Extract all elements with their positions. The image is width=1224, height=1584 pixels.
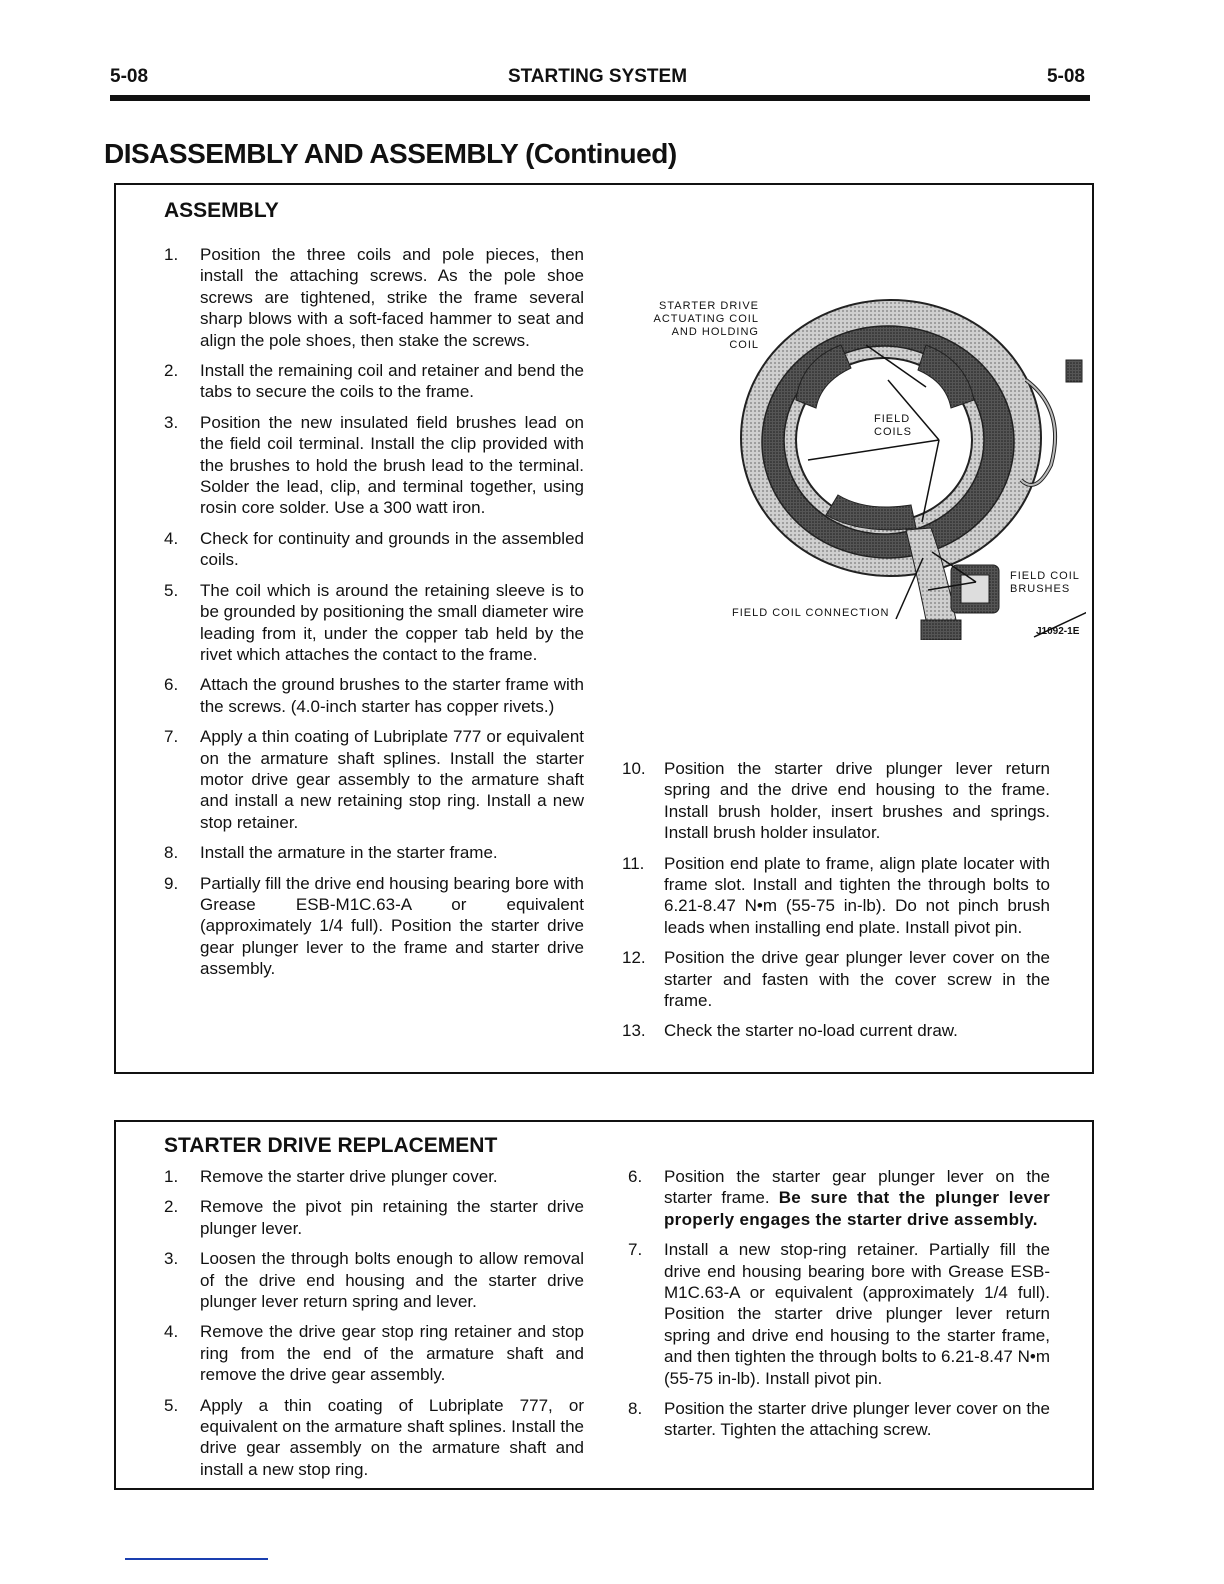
section-title: STARTING SYSTEM xyxy=(507,66,688,87)
label-field-coil-connection: FIELD COIL CONNECTION xyxy=(732,607,890,619)
list-item: 6. Attach the ground brushes to the starter frame with the screws. (4.0-inch starter has copper rivets.) xyxy=(164,675,584,716)
label-field-coil-brushes: FIELD COIL BRUSHES xyxy=(1010,570,1080,595)
replacement-steps-right xyxy=(628,1166,1050,1441)
replacement-heading: STARTER DRIVE REPLACEMENT xyxy=(164,1134,498,1157)
figure-id: J1092-1E xyxy=(1036,626,1080,637)
list-item: 12. Position the drive gear plunger lever cover on the starter and fasten with the cover screw in the frame. xyxy=(622,948,1050,1011)
header-rule xyxy=(110,95,1090,101)
list-item: 8. Position the starter drive plunger lever cover on the starter. Tighten the attaching screw. xyxy=(628,1399,1050,1440)
footer-line xyxy=(125,1558,268,1560)
label-drive-coil: STARTER DRIVE ACTUATING COIL AND HOLDING COIL xyxy=(653,300,759,351)
list-item: 3. Loosen the through bolts enough to allow removal of the drive end housing and the starter drive plunger lever return spring and lever. xyxy=(164,1249,584,1312)
list-item: 2. Remove the pivot pin retaining the starter drive plunger lever. xyxy=(164,1197,584,1238)
list-item: 1. Position the three coils and pole pieces, then install the attaching screws. As the pole shoe screws are tightened, strike the frame several sharp blows with a soft-faced hammer to seat and align the pole shoes, then stake the screws. xyxy=(164,245,584,350)
list-item: 1. Remove the starter drive plunger cover. xyxy=(164,1167,498,1186)
page-number-right: 5-08 xyxy=(1046,66,1085,87)
replacement-left-column xyxy=(164,1166,584,1489)
warning-text: Be sure that the plunger lever properly engages the starter drive assembly. xyxy=(664,1188,1050,1229)
page-header xyxy=(110,66,1085,92)
list-item: 4. Check for continuity and grounds in the assembled coils. xyxy=(164,528,584,570)
replacement-right-column xyxy=(628,1166,1050,1450)
assembly-steps-left xyxy=(164,244,584,980)
page-number-left: 5-08 xyxy=(110,66,149,87)
list-item: 4. Remove the drive gear stop ring retainer and stop ring from the end of the armature shaft and remove the drive gear assembly. xyxy=(164,1322,584,1385)
assembly-right-column xyxy=(622,758,1050,1051)
label-field-coils: FIELD COILS xyxy=(874,413,913,438)
list-item: 9. Partially fill the drive end housing bearing bore with Grease ESB-M1C.63-A or equivalent (approximately 1/4 full). Position the starter drive gear plunger lever to the frame and starter drive assembly. xyxy=(164,873,584,979)
list-item: 7. Install a new stop-ring retainer. Partially fill the drive end housing bearing bore with Grease ESB-M1C.63-A or equivalent (approximately 1/4 full). Position the starter drive plunger lever return spring and drive end housing to the starter frame, and then tighten the through bolts to 6.21-8.47 N•m (55-75 in-lb). Install pivot pin. xyxy=(628,1240,1050,1388)
list-item: 2. Install the remaining coil and retainer and bend the tabs to secure the coils to the frame. xyxy=(164,361,584,402)
list-item: 3. Position the new insulated field brushes lead on the field coil terminal. Install the clip provided with the brushes to hold the brush lead to the terminal. Solder the lead, clip, and terminal together, using rosin core solder. Use a 300 watt iron. xyxy=(164,412,584,518)
replacement-steps-left xyxy=(164,1166,584,1480)
assembly-box xyxy=(114,183,1094,1074)
list-item: 8. Install the armature in the starter frame. xyxy=(164,843,498,863)
assembly-steps-right xyxy=(622,758,1050,1042)
list-item: 7. Apply a thin coating of Lubriplate 777 or equivalent on the armature shaft splines. Install the starter motor drive gear assembly to the armature shaft and install a new retaining stop ring. Install a new stop retainer. xyxy=(164,727,584,832)
list-item: 5. Apply a thin coating of Lubriplate 777, or equivalent on the armature shaft splines. Install the drive gear assembly on the armature shaft and install a new stop ring. xyxy=(164,1395,584,1479)
assembly-heading: ASSEMBLY xyxy=(164,199,279,222)
assembly-left-column xyxy=(164,244,584,989)
list-item: 6. Position the starter gear plunger lever on the starter frame. Be sure that the plunger lever properly engages the starter drive assembly. xyxy=(628,1167,1050,1229)
list-item: 13. Check the starter no-load current draw. xyxy=(622,1021,958,1041)
list-item: 10. Position the starter drive plunger lever return spring and the drive end housing to the frame. Install brush holder, insert brushes and springs. Install brush holder insulator. xyxy=(622,759,1050,843)
page-title: DISASSEMBLY AND ASSEMBLY (Continued) xyxy=(104,138,677,169)
list-item: 5. The coil which is around the retaining sleeve is to be grounded by positioning the small diameter wire leading from it, under the copper tab held by the rivet which attaches the contact to the frame. xyxy=(164,580,584,664)
field-coil-figure xyxy=(626,290,1086,640)
starter-drive-replacement-box xyxy=(114,1120,1094,1490)
list-item: 11. Position end plate to frame, align plate locater with frame slot. Install and tighten the through bolts to 6.21-8.47 N•m (55-75 in-lb). Do not pinch brush leads when installing end plate. Install pivot pin. xyxy=(622,853,1050,937)
